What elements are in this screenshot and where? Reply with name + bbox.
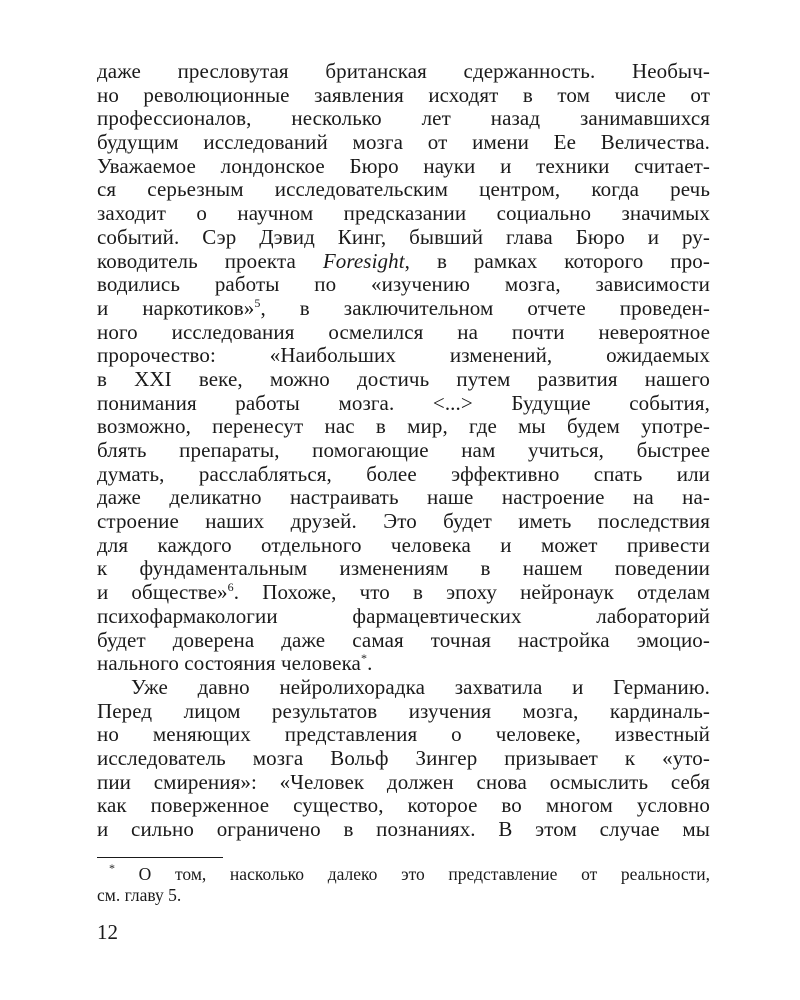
text-line: профессионалов, несколько лет назад занимавшихся [97,106,710,131]
text-line: заходит о научном предсказании социально значимых [97,201,710,226]
text-line [97,297,710,321]
text-line: событий. Сэр Дэвид Кинг, бывший глава Бюро и ру- [97,224,710,249]
text-line: даже пресловутая британская сдержанность. Необыч- [97,59,710,83]
text-line: и сильно ограничено в познаниях. В этом случае мы [97,817,710,841]
text-line: к фундаментальным изменениям в нашем поведении [97,556,710,581]
text-line: думать, расслабляться, более эффективно спать или [97,461,710,486]
text-line: для каждого отдельного человека и может привести [97,532,710,557]
text-line: возможно, перенесут нас в мир, где мы будем употре- [97,414,710,439]
endnote-ref-6: 6 [227,580,234,595]
text-line: ного исследования осмелился на почти невероятное [97,319,710,344]
project-name-italic: Foresight [322,248,405,273]
text-line: Перед лицом результатов изучения мозга, кардиналь- [97,698,710,723]
text-line: но меняющих представления о человеке, известный [97,722,710,747]
text-segment: , в заключительном отчете проведен- [260,295,710,320]
text-line: Уважаемое лондонское Бюро науки и техники считает- [97,153,710,178]
footnote-text: О том, насколько далеко это представление от реальности, [115,864,710,884]
footnote [97,861,710,906]
text-line: будет доверена даже самая точная настройка эмоцио- [97,627,710,652]
text-line: в XXI веке, можно достичь путем развития нашего [97,366,710,391]
text-line: ся серьезным исследовательским центром, когда речь [97,177,710,202]
text-segment: ководитель проекта [97,248,323,273]
text-segment: . Похоже, что в эпоху нейронаук отделам [233,580,710,605]
footnote-ref-asterisk: * [360,651,368,666]
text-line: будущим исследований мозга от имени Ее Величества. [97,130,710,155]
text-line [97,581,710,605]
footnote-marker: * [109,861,115,875]
text-line: исследователь мозга Вольф Зингер призывает к «уто- [97,745,710,770]
text-line: психофармакологии фармацевтических лабораторий [97,603,710,628]
text-line: Уже давно нейролихорадка захватила и Германию. [131,674,710,699]
body-text [97,60,710,842]
text-line: как поверженное существо, которое во многом условно [97,793,710,818]
text-segment: и наркотиков» [97,295,255,320]
text-segment: , в рамках которого про- [404,248,710,273]
page-number: 12 [97,920,118,944]
text-line: понимания работы мозга. <...> Будущие события, [97,390,710,415]
text-segment: . [367,651,373,676]
text-line: строение наших друзей. Это будет иметь последствия [97,509,710,534]
footnote-line: см. главу 5. [97,885,182,905]
text-line [97,250,710,274]
text-segment: и обществе» [97,580,228,605]
footnote-divider [97,857,223,858]
text-line: но революционные заявления исходят в том числе от [97,82,710,107]
footnote-line [97,861,710,885]
page-content [97,60,710,842]
text-line [97,652,710,676]
text-line: даже деликатно настраивать наше настроение на на- [97,485,710,510]
text-segment: нального состояния человека [97,651,361,676]
text-line: пии смирения»: «Человек должен снова осмыслить себя [97,769,710,794]
endnote-ref-5: 5 [254,295,261,310]
text-line: блять препараты, помогающие нам учиться, быстрее [97,438,710,462]
text-line: пророчество: «Наибольших изменений, ожидаемых [97,343,710,368]
text-line: водились работы по «изучению мозга, зависимости [97,272,710,297]
